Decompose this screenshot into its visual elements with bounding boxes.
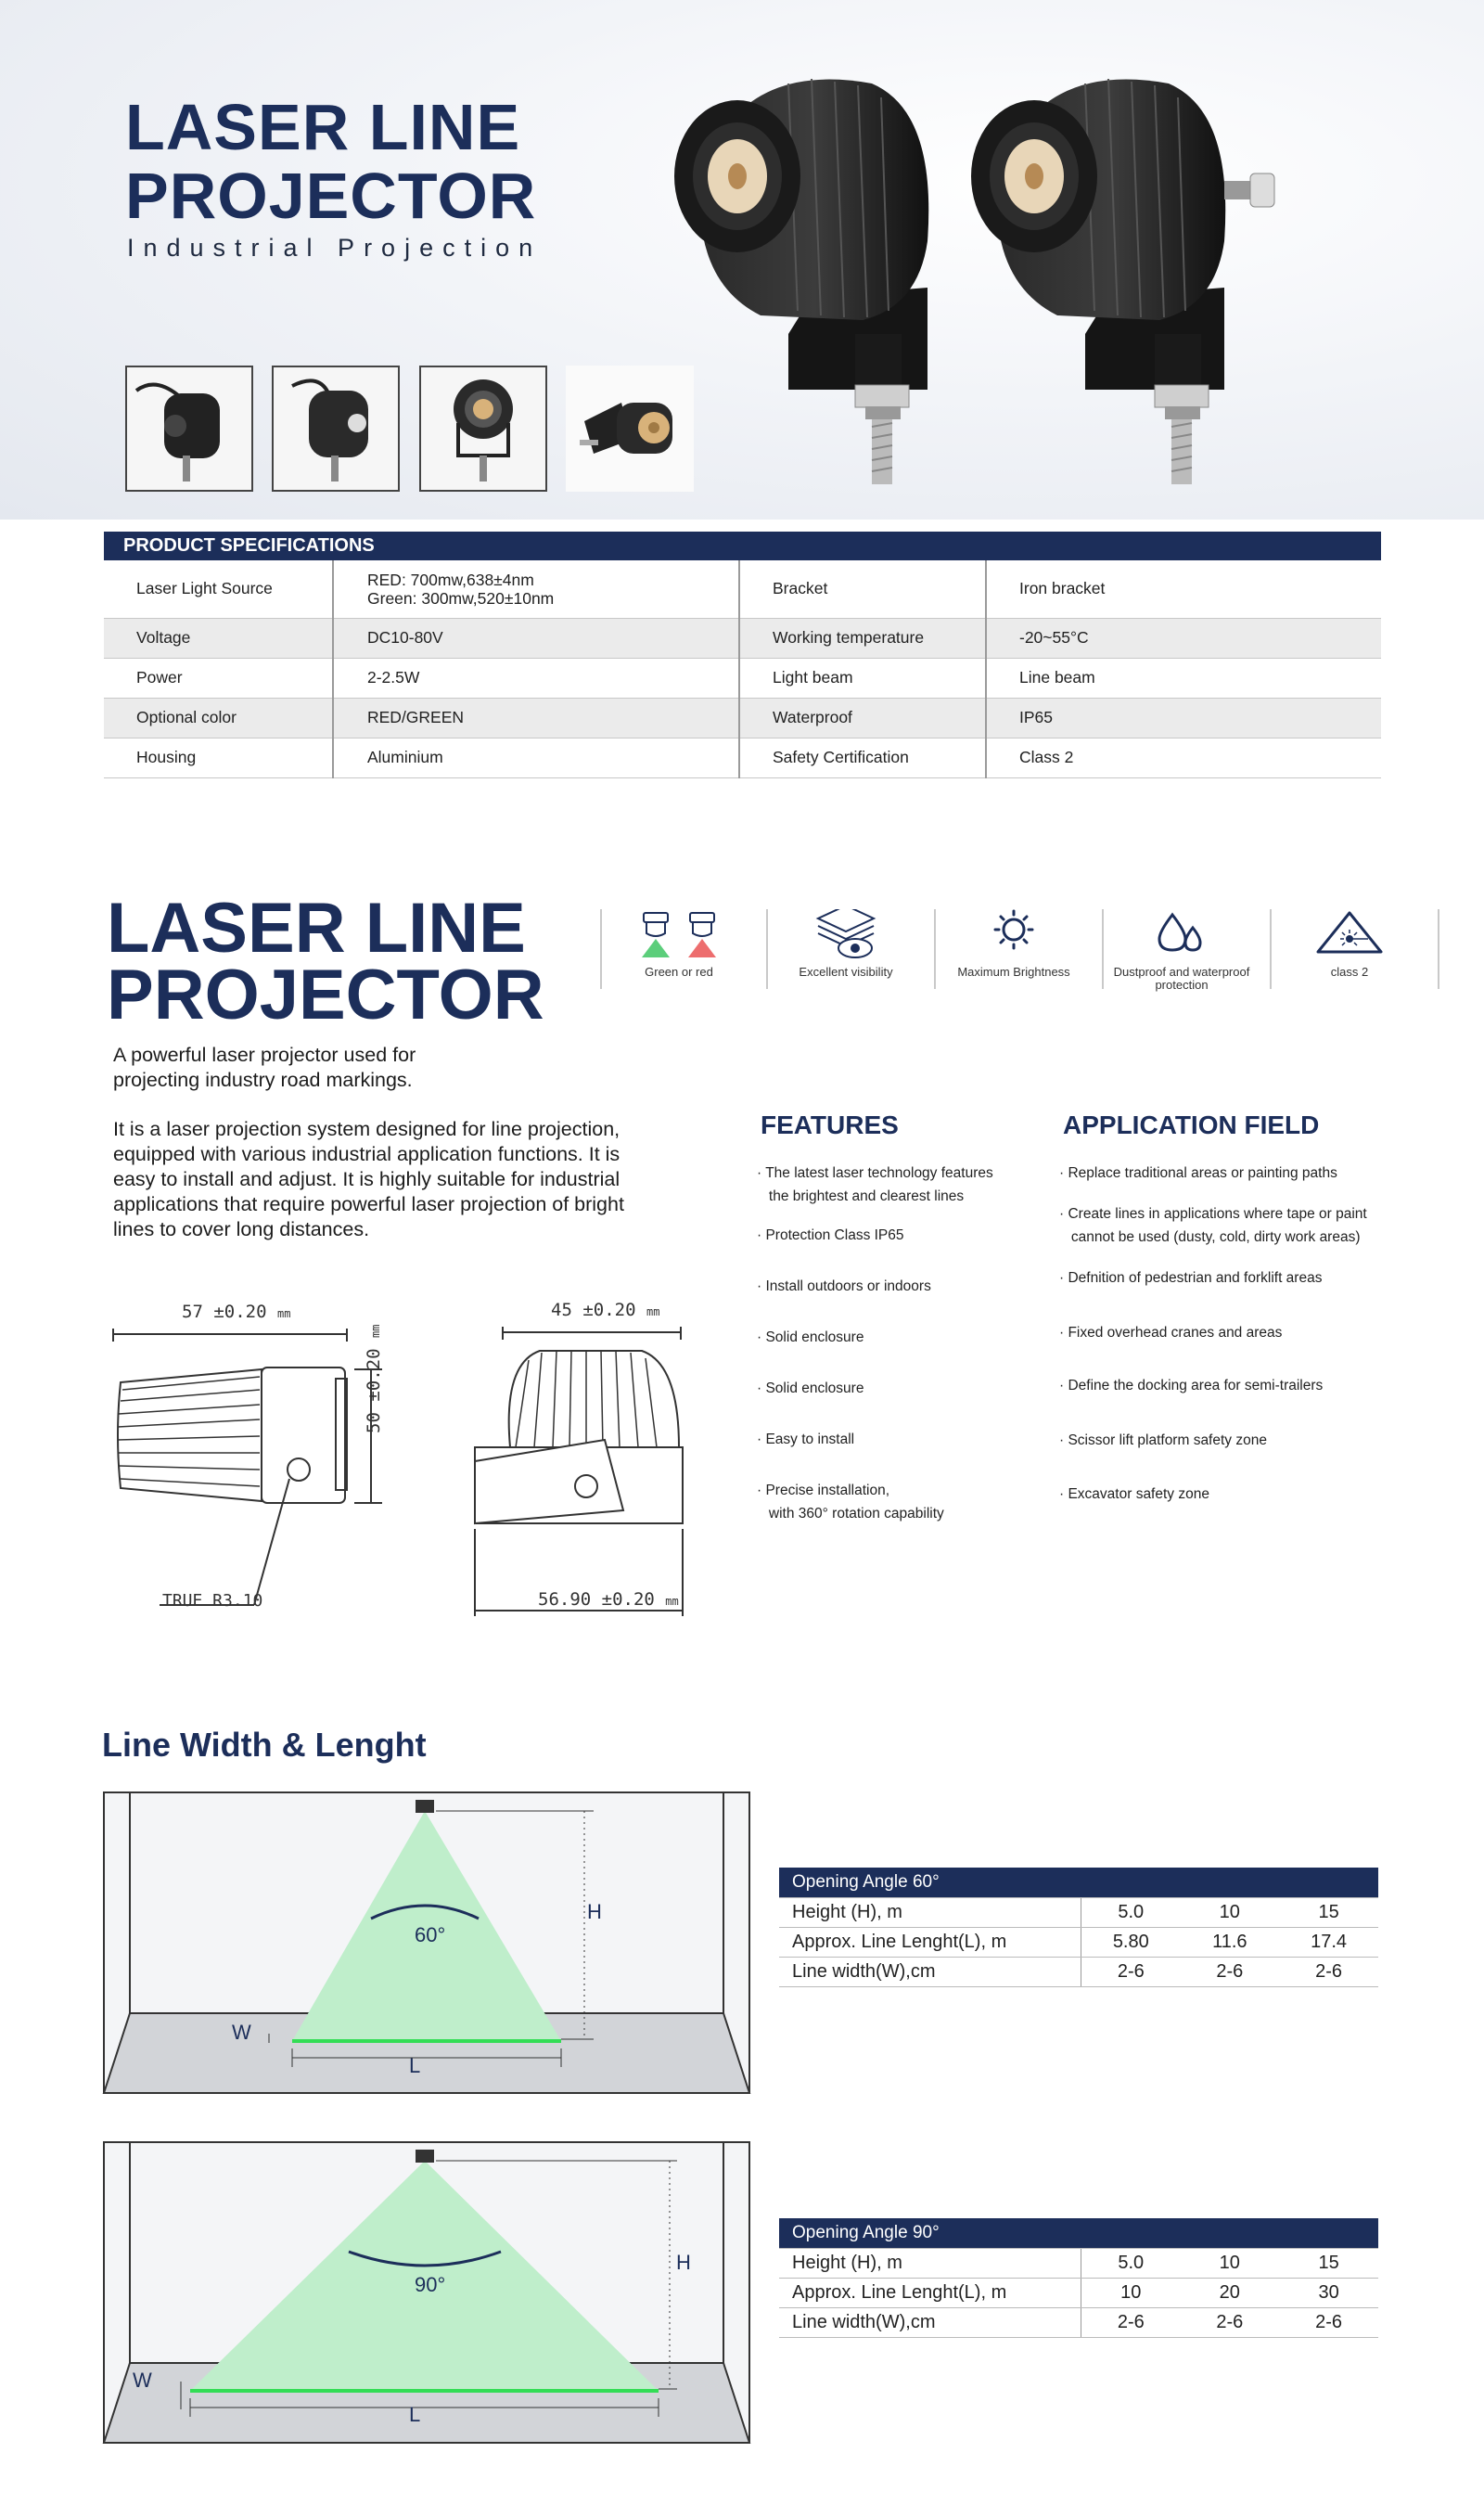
product-photo: [649, 56, 1354, 492]
spec-value: DC10-80V: [333, 618, 739, 658]
opening-angle-60-table: [779, 1868, 1378, 1987]
feature-icon-class: [1266, 909, 1433, 991]
table-header: [779, 1868, 1378, 1897]
spec-value: [333, 560, 739, 618]
spec-label: Safety Certification: [739, 738, 986, 777]
feature-item: · Precise installation,: [757, 1483, 890, 1498]
spec-label: Housing: [104, 738, 333, 777]
sun-icon: [930, 909, 1097, 961]
table-row: [779, 1897, 1378, 1927]
feature-icon-color: [595, 909, 762, 991]
table-row: [779, 2278, 1378, 2307]
spec-value: -20~55°C: [986, 618, 1381, 658]
icon-divider: [1438, 909, 1439, 989]
description-line: lines to cover long distances.: [113, 1218, 370, 1240]
table-row: [779, 2307, 1378, 2337]
spec-value: 2-2.5W: [333, 658, 739, 698]
feature-item: · Protection Class IP65: [757, 1227, 904, 1243]
dimension-drawing: [104, 1290, 697, 1633]
table-header: [779, 2218, 1378, 2248]
table-header-cell: Opening Angle 90°: [779, 2218, 1378, 2248]
table-cell: 5.0: [1081, 2248, 1181, 2278]
thumbnail-4[interactable]: [566, 366, 694, 492]
thumbnail-1[interactable]: [125, 366, 253, 492]
icon-label: Maximum Brightness: [957, 965, 1070, 979]
table-cell: 15: [1279, 1897, 1378, 1927]
diagram90-h-label: H: [676, 2251, 691, 2274]
application-item: · Define the docking area for semi-trailers: [1059, 1378, 1324, 1393]
feature-item: · Solid enclosure: [757, 1380, 864, 1396]
dim-radius: TRUE R3.10: [162, 1591, 263, 1611]
table-row-label: Approx. Line Lenght(L), m: [779, 2278, 1081, 2307]
spec-value: Aluminium: [333, 738, 739, 777]
spec-label: Laser Light Source: [104, 560, 333, 618]
hero-subtitle: Industrial Projection: [127, 234, 543, 262]
icon-label: class 2: [1330, 965, 1369, 979]
spec-value: Class 2: [986, 738, 1381, 777]
spec-value: Iron bracket: [986, 560, 1381, 618]
section-title: [107, 889, 544, 1034]
diagram60-w-label: W: [232, 2021, 251, 2044]
table-cell: 11.6: [1180, 1927, 1279, 1957]
table-cell: 2-6: [1081, 1957, 1181, 1986]
table-cell: 15: [1279, 2248, 1378, 2278]
dim-width-left: 57 ±0.20 mm: [182, 1302, 291, 1322]
dim-height-left: 50 ±0.20 mm: [364, 1324, 384, 1433]
icon-label: Green or red: [645, 965, 713, 979]
table-cell: 2-6: [1180, 2307, 1279, 2337]
spec-label: Working temperature: [739, 618, 986, 658]
description-line: applications that require powerful laser projection of bright: [113, 1193, 624, 1215]
description-line: It is a laser projection system designed for line projection,: [113, 1118, 620, 1140]
table-cell: 17.4: [1279, 1927, 1378, 1957]
hero-title-line1: LASER LINE: [125, 91, 521, 163]
intro-text: [113, 1043, 707, 1093]
intro-line: A powerful laser projector used for: [113, 1044, 416, 1066]
table-cell: 10: [1081, 2278, 1181, 2307]
description-line: easy to install and adjust. It is highly suitable for industrial: [113, 1168, 620, 1190]
water-drops-icon: [1098, 909, 1265, 961]
projector-right: [971, 79, 1274, 484]
applications-list: [1059, 1161, 1412, 1507]
icon-label: Excellent visibility: [799, 965, 893, 979]
section-title-line2: PROJECTOR: [107, 956, 544, 1034]
table-row-label: Height (H), m: [779, 2248, 1081, 2278]
table-cell: 10: [1180, 1897, 1279, 1927]
icon-label: Dustproof and waterproof protection: [1113, 965, 1250, 992]
application-item: · Excavator safety zone: [1059, 1486, 1209, 1502]
feature-icon-visibility: [762, 909, 929, 991]
feature-item: · The latest laser technology features: [757, 1165, 993, 1181]
description-text: [113, 1117, 762, 1242]
spec-row: [104, 618, 1381, 658]
spec-label: Power: [104, 658, 333, 698]
line-width-title: Line Width & Lenght: [102, 1726, 427, 1764]
feature-icon-brightness: [930, 909, 1097, 991]
spec-table-header: PRODUCT SPECIFICATIONS: [104, 532, 1381, 560]
table-cell: 2-6: [1279, 1957, 1378, 1986]
features-title: FEATURES: [761, 1111, 899, 1139]
table-row: [779, 2248, 1378, 2278]
dim-width-right: 45 ±0.20 mm: [551, 1300, 660, 1320]
table-cell: 5.80: [1081, 1927, 1181, 1957]
table-cell: 2-6: [1081, 2307, 1181, 2337]
spec-value: RED/GREEN: [333, 698, 739, 738]
spec-label: Bracket: [739, 560, 986, 618]
spec-value: Line beam: [986, 658, 1381, 698]
spec-value-line: Green: 300mw,520±10nm: [367, 588, 555, 608]
features-list: [757, 1161, 1026, 1526]
table-cell: 20: [1180, 2278, 1279, 2307]
feature-item: · Easy to install: [757, 1432, 855, 1447]
hero-title: [125, 93, 536, 230]
spec-row: [104, 738, 1381, 777]
table-header-cell: Opening Angle 60°: [779, 1868, 1378, 1897]
description-line: equipped with various industrial application functions. It is: [113, 1143, 620, 1165]
hero-title-line2: PROJECTOR: [125, 160, 537, 232]
diagram90-l-label: L: [409, 2403, 421, 2426]
projector-left: [674, 79, 928, 484]
thumbnail-2[interactable]: [272, 366, 400, 492]
table-cell: 2-6: [1279, 2307, 1378, 2337]
table-row-label: Approx. Line Lenght(L), m: [779, 1927, 1081, 1957]
table-row: [779, 1957, 1378, 1986]
intro-line: projecting industry road markings.: [113, 1069, 413, 1091]
feature-icon-waterproof: [1098, 909, 1265, 991]
application-item: · Defnition of pedestrian and forklift areas: [1059, 1270, 1323, 1286]
spec-label: Optional color: [104, 698, 333, 738]
spec-row: [104, 560, 1381, 618]
spec-value-line: RED: 700mw,638±4nm: [367, 570, 534, 589]
visibility-icon: [762, 909, 929, 961]
diagram60-l-label: L: [409, 2054, 421, 2077]
application-item: · Create lines in applications where tape or paint: [1059, 1206, 1367, 1222]
table-row: [779, 1927, 1378, 1957]
feature-item: · Install outdoors or indoors: [757, 1278, 931, 1294]
feature-item: · Solid enclosure: [757, 1329, 864, 1345]
section-title-line1: LASER LINE: [107, 889, 526, 968]
application-item: · Fixed overhead cranes and areas: [1059, 1325, 1283, 1341]
diagram60-angle-label: 60°: [415, 1923, 446, 1946]
spec-table: [104, 560, 1381, 778]
spec-value: IP65: [986, 698, 1381, 738]
table-cell: 10: [1180, 2248, 1279, 2278]
table-cell: 5.0: [1081, 1897, 1181, 1927]
table-row-label: Line width(W),cm: [779, 1957, 1081, 1986]
spec-label: Light beam: [739, 658, 986, 698]
spec-label: Voltage: [104, 618, 333, 658]
spec-label: Waterproof: [739, 698, 986, 738]
dim-bracket: 56.90 ±0.20 mm: [538, 1589, 679, 1610]
table-row-label: Line width(W),cm: [779, 2307, 1081, 2337]
diagram60-h-label: H: [587, 1900, 602, 1923]
spec-row: [104, 698, 1381, 738]
table-row-label: Height (H), m: [779, 1897, 1081, 1927]
opening-angle-90-table: [779, 2218, 1378, 2338]
application-item: · Replace traditional areas or painting paths: [1059, 1165, 1337, 1181]
feature-item: the brightest and clearest lines: [757, 1188, 965, 1204]
feature-item: with 360° rotation capability: [757, 1506, 944, 1522]
diagram90-w-label: W: [133, 2369, 152, 2392]
application-item: · Scissor lift platform safety zone: [1059, 1432, 1267, 1448]
applications-title: APPLICATION FIELD: [1063, 1111, 1320, 1139]
diagram90-angle-label: 90°: [415, 2273, 446, 2296]
application-item: cannot be used (dusty, cold, dirty work areas): [1059, 1229, 1361, 1245]
table-cell: 30: [1279, 2278, 1378, 2307]
spec-row: [104, 658, 1381, 698]
thumbnail-3[interactable]: [419, 366, 547, 492]
table-cell: 2-6: [1180, 1957, 1279, 1986]
laser-warning-icon: [1266, 909, 1433, 961]
color-option-icon: [595, 909, 762, 961]
